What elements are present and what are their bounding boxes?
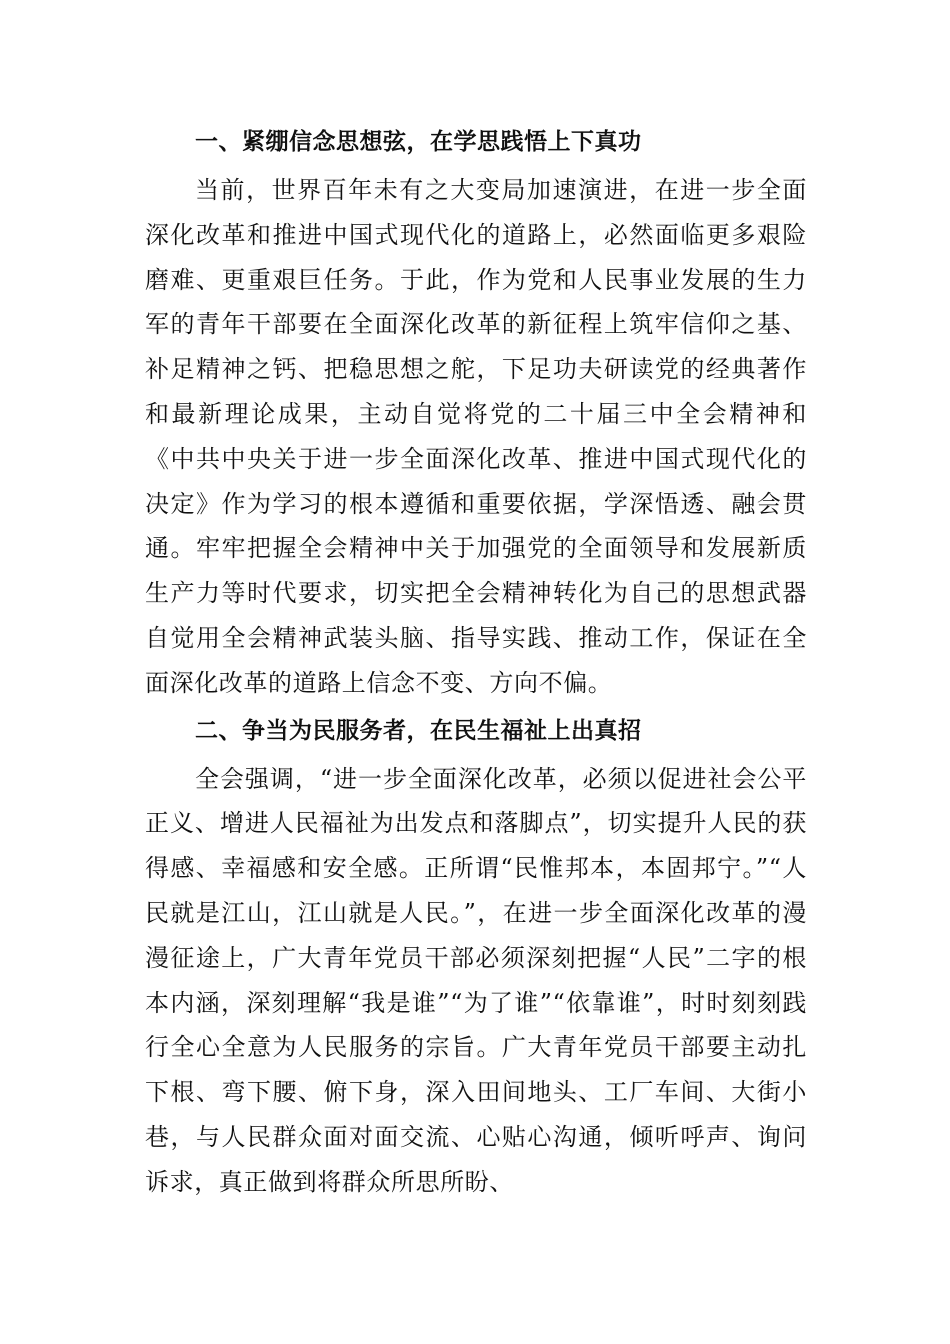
- section-heading-1: 一、紧绷信念思想弦，在学思践悟上下真功: [195, 129, 642, 155]
- section-paragraph-1: 当前，世界百年未有之大变局加速演进，在进一步全面深化改革和推进中国式现代化的道路上，必然面临更多艰险磨难、更重艰巨任务。于此，作为党和人民事业发展的生力军的青年干部要在全面深化改革的新征程上筑牢信仰之基、补足精神之钙、把稳思想之舵，下足功夫研读党的经典著作和最新理论成果，主动自觉将党的二十届三中全会精神和《中共中央关于进一步全面深化改革、推进中国式现代化的决定》作为学习的根本遵循和重要依据，学深悟透、融会贯通。牢牢把握全会精神中关于加强党的全面领导和发展新质生产力等时代要求，切实把全会精神转化为自己的思想武器自觉用全会精神武装头脑、指导实践、推动工作，保证在全面深化改革的道路上信念不变、方向不偏。: [145, 176, 807, 697]
- document-page: [145, 127, 807, 1215]
- section-heading-2: 二、争当为民服务者，在民生福祉上出真招: [195, 717, 642, 744]
- section-paragraph-2: 全会强调，“进一步全面深化改革，必须以促进社会公平正义、增进人民福祉为出发点和落脚点”，切实提升人民的获得感、幸福感和安全感。正所谓“民惟邦本，本固邦宁。”“人民就是江山，江山就是人民。”，在进一步全面深化改革的漫漫征途上，广大青年党员干部必须深刻把握“人民”二字的根本内涵，深刻理解“我是谁”“为了谁”“依靠谁”，时时刻刻践行全心全意为人民服务的宗旨。广大青年党员干部要主动扎下根、弯下腰、俯下身，深入田间地头、工厂车间、大街小巷，与人民群众面对面交流、心贴心沟通，倾听呼声、询问诉求，真正做到将群众所思所盼、: [145, 764, 807, 1196]
